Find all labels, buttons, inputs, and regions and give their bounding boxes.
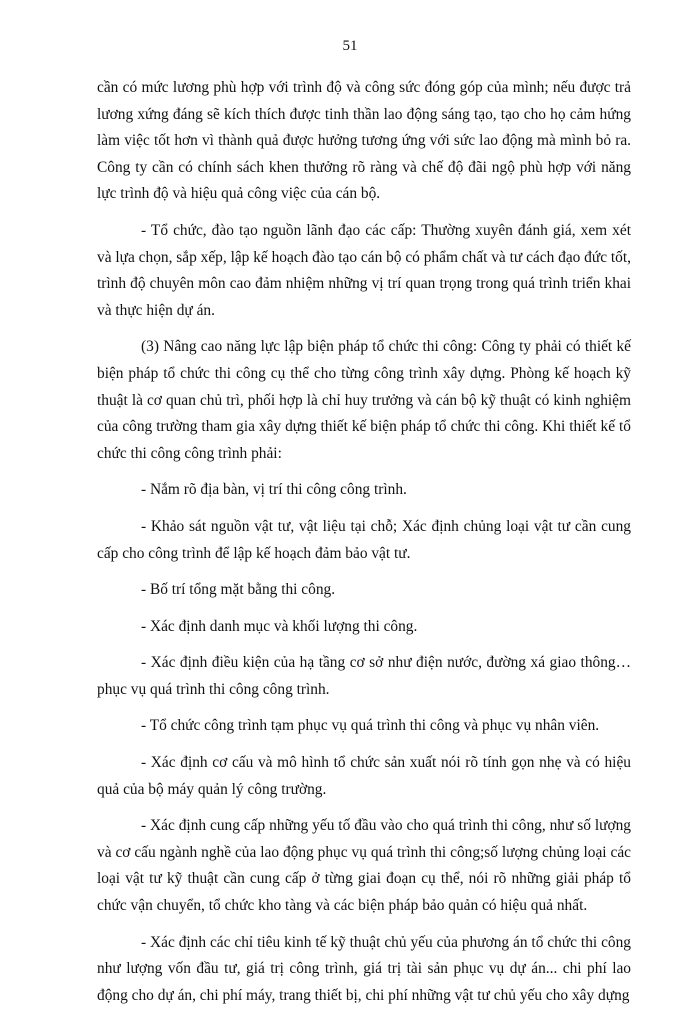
list-item: - Xác định cơ cấu và mô hình tổ chức sản xuất nói rõ tính gọn nhẹ và có hiệu quả của bộ máy quản lý công trường. — [97, 754, 631, 798]
list-item: - Xác định điều kiện của hạ tầng cơ sở như điện nước, đường xá giao thông… phục vụ quá trình thi công công trình. — [97, 654, 631, 698]
list-item: - Tổ chức công trình tạm phục vụ quá trình thi công và phục vụ nhân viên. — [141, 717, 600, 735]
list-item: - Xác định danh mục và khối lượng thi công. — [141, 617, 418, 635]
list-item: - Xác định các chỉ tiêu kinh tế kỹ thuật chủ yếu của phương án tổ chức thi công như lượng vốn đầu tư, giá trị công trình, giá trị tài sản phục vụ dự án... chi phí lao động cho dự án, chi phí máy, trang thiết bị, chi phí những vật tư chủ yếu cho xây dựng — [97, 933, 631, 1004]
list-item: - Nắm rõ địa bàn, vị trí thi công công trình. — [141, 481, 407, 499]
page-number: 51 — [342, 38, 358, 54]
list-item: - Bố trí tổng mặt bằng thi công. — [141, 581, 336, 599]
list-item: - Khảo sát nguồn vật tư, vật liệu tại chỗ; Xác định chủng loại vật tư cần cung cấp cho công trình để lập kế hoạch đảm bảo vật tư. — [97, 517, 631, 562]
body-text — [97, 75, 631, 1009]
list-item: - Xác định cung cấp những yếu tố đầu vào cho quá trình thi công, như số lượng và cơ cấu ngành nghề của lao động phục vụ quá trình thi công;số lượng chủng loại các loại vật tư kỹ thuật cần cung cấp ở từng giai đoạn cụ thể, nói rõ những giải pháp tổ chức vận chuyển, tổ chức kho tàng và các biện pháp bảo quản có hiệu quả nhất. — [97, 817, 631, 915]
paragraph-salary: cần có mức lương phù hợp với trình độ và công sức đóng góp của mình; nếu được trả lương xứng đáng sẽ kích thích được tinh thần lao động sáng tạo, tạo cho họ cảm hứng làm việc tốt hơn vì thành quả được hưởng tương ứng với sức lao động mà mình bỏ ra. Công ty cần có chính sách khen thưởng rõ ràng và chế độ đãi ngộ phù hợp với năng lực trình độ và hiệu quả công việc của cán bộ. — [97, 79, 631, 203]
paragraph-leadership-training: - Tổ chức, đào tạo nguồn lãnh đạo các cấp: Thường xuyên đánh giá, xem xét và lựa chọn, sắp xếp, lập kế hoạch đào tạo cán bộ có phẩm chất và tư cách đạo đức tốt, trình độ chuyên môn cao đảm nhiệm những vị trí quan trọng trong quá trình triển khai và thực hiện dự án. — [97, 221, 631, 319]
paragraph-construction-planning: (3) Nâng cao năng lực lập biện pháp tổ chức thi công: Công ty phải có thiết kế biện pháp tổ chức thi công cụ thể cho từng công trình xây dựng. Phòng kế hoạch kỹ thuật là cơ quan chủ trì, phối hợp là chỉ huy trưởng và cán bộ kỹ thuật có kinh nghiệm của công trường tham gia xây dựng thiết kế biện pháp tổ chức thi công. Khi thiết kế tổ chức thi công công trình phải: — [97, 338, 631, 462]
